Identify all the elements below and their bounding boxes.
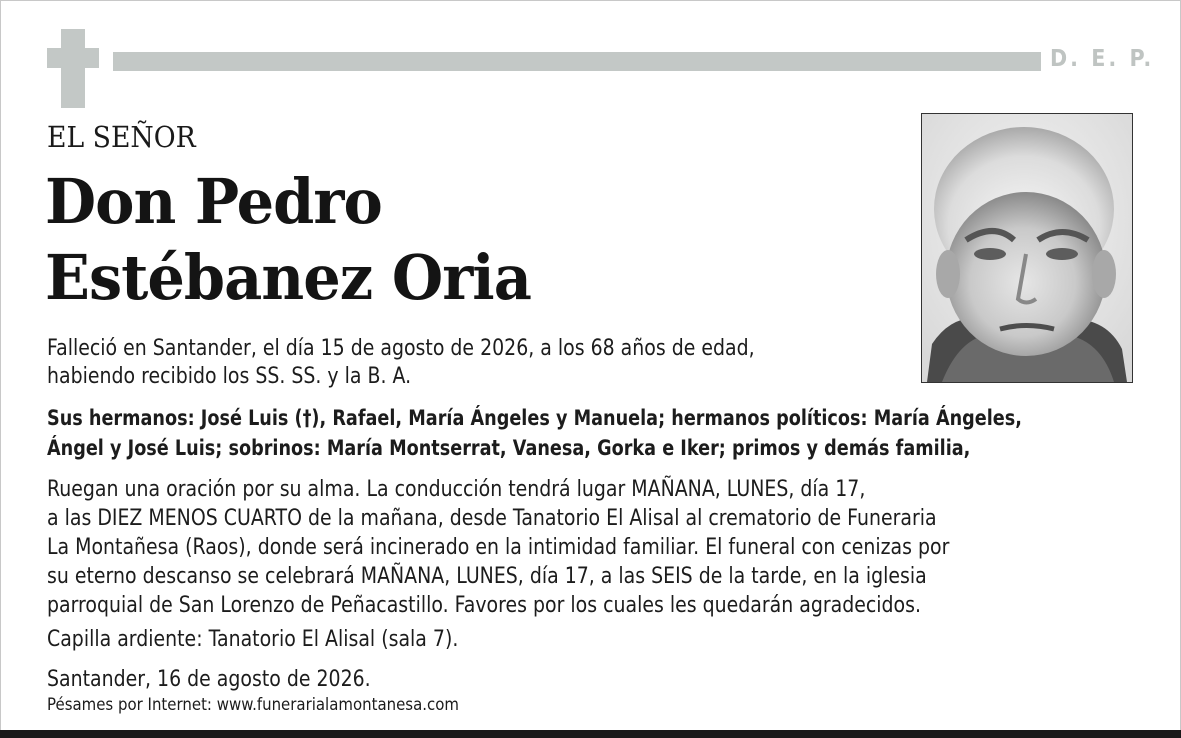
- family-line-1: Sus hermanos: José Luis (†), Rafael, María Ángeles y Manuela; hermanos políticos: María Ángeles,: [47, 406, 1022, 430]
- ceremony-line-2: a las DIEZ MENOS CUARTO de la mañana, desde Tanatorio El Alisal al crematorio de Funeraria: [47, 506, 937, 531]
- deceased-name: [45, 164, 531, 316]
- ceremony-line-1: Ruegan una oración por su alma. La conducción tendrá lugar MAÑANA, LUNES, día 17,: [47, 477, 866, 502]
- deceased-portrait: [921, 113, 1133, 383]
- ceremony-line-4: su eterno descanso se celebrará MAÑANA, LUNES, día 17, a las SEIS de la tarde, en la iglesia: [47, 564, 927, 589]
- deceased-title: EL SEÑOR: [47, 120, 196, 154]
- latin-cross-icon: [61, 29, 85, 108]
- deceased-name-line-1: Don Pedro: [45, 165, 382, 238]
- ceremony-line-3: La Montañesa (Raos), donde será incinerado en la intimidad familiar. El funeral con cenizas por: [47, 535, 950, 560]
- bottom-border: [0, 730, 1181, 738]
- ceremony-line-5: parroquial de San Lorenzo de Peñacastillo. Favores por los cuales les quedarán agradecidos.: [47, 593, 921, 618]
- family-line-2: Ángel y José Luis; sobrinos: María Montserrat, Vanesa, Gorka e Iker; primos y demás familia,: [47, 436, 971, 460]
- portrait-image: [922, 114, 1132, 382]
- deceased-name-line-2: Estébanez Oria: [45, 241, 531, 314]
- death-notice-line-1: Falleció en Santander, el día 15 de agosto de 2026, a los 68 años de edad,: [47, 336, 755, 361]
- latin-cross-icon-bar: [47, 48, 99, 68]
- place-date: Santander, 16 de agosto de 2026.: [47, 667, 371, 692]
- chapel-info: Capilla ardiente: Tanatorio El Alisal (sala 7).: [47, 627, 459, 652]
- header-rule: [113, 52, 1041, 71]
- death-notice-line-2: habiendo recibido los SS. SS. y la B. A.: [47, 364, 412, 389]
- condolences-link: Pésames por Internet: www.funerarialamontanesa.com: [47, 695, 459, 715]
- dep-label: D. E. P.: [1050, 46, 1155, 72]
